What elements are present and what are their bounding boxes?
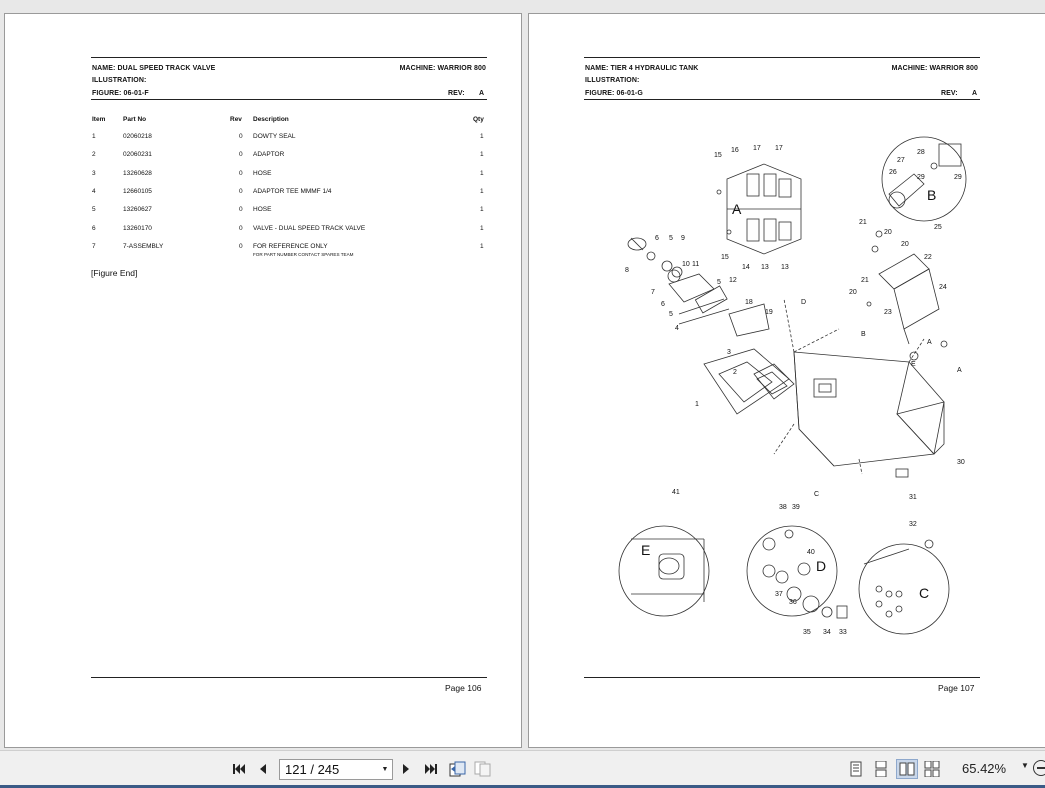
- callout: 8: [625, 267, 629, 274]
- callout: 16: [731, 147, 739, 154]
- callout: 10: [682, 261, 690, 268]
- page-indicator: 121 / 245: [285, 762, 340, 777]
- callout: 13: [781, 264, 789, 271]
- row-qty: 1: [480, 170, 484, 177]
- callout: 20: [849, 289, 857, 296]
- name-field: NAME: TIER 4 HYDRAULIC TANK: [585, 65, 699, 72]
- callout: 14: [742, 264, 750, 271]
- callout: 21: [861, 277, 869, 284]
- callout: 24: [939, 284, 947, 291]
- col-part-no: Part No: [123, 116, 147, 123]
- callout: 5: [669, 235, 673, 242]
- callout: 19: [765, 309, 773, 316]
- zoom-level[interactable]: 65.42%: [962, 761, 1007, 776]
- zoom-dropdown-icon[interactable]: ▼: [1021, 761, 1029, 770]
- figure-field: FIGURE: 06-01-F: [92, 90, 149, 97]
- callout: 34: [823, 629, 831, 636]
- row-qty: 1: [480, 151, 484, 158]
- pipe-assembly: [879, 254, 929, 289]
- footer-rule: [584, 677, 980, 678]
- callout: 40: [807, 549, 815, 556]
- first-page-icon: [232, 762, 246, 776]
- callout: 20: [901, 241, 909, 248]
- row-rev: 0: [239, 151, 243, 158]
- two-page-continuous-view-button[interactable]: [922, 759, 942, 779]
- machine-field: MACHINE: WARRIOR 800: [399, 65, 486, 72]
- detail-letter-d: D: [816, 558, 827, 574]
- header-top-rule: [91, 57, 487, 58]
- callout: 7: [651, 289, 655, 296]
- two-page-icon: [899, 762, 915, 776]
- name-field: NAME: DUAL SPEED TRACK VALVE: [92, 65, 216, 72]
- row-rev: 0: [239, 170, 243, 177]
- two-page-continuous-icon: [924, 761, 940, 777]
- row-part-no: 7-ASSEMBLY: [123, 243, 164, 250]
- callout: 29: [917, 174, 925, 181]
- detail-c-outline: [859, 544, 949, 634]
- page-number: Page 106: [445, 683, 482, 693]
- col-item: Item: [92, 116, 106, 123]
- callout: 5: [669, 311, 673, 318]
- rev-label: REV:: [448, 90, 465, 97]
- detail-letter-e: E: [641, 542, 651, 558]
- col-qty: Qty: [473, 116, 484, 123]
- row-part-no: 13260170: [123, 225, 152, 232]
- callout: 2: [733, 369, 737, 376]
- two-page-view-button[interactable]: [896, 759, 918, 779]
- callout: 5: [717, 279, 721, 286]
- callout: 6: [661, 301, 665, 308]
- callout: 28: [917, 149, 925, 156]
- detail-letter-b: B: [927, 187, 937, 203]
- machine-field: MACHINE: WARRIOR 800: [891, 65, 978, 72]
- row-description: HOSE: [253, 206, 272, 213]
- callout: 21: [859, 219, 867, 226]
- row-qty: 1: [480, 133, 484, 140]
- row-item: 6: [92, 225, 96, 232]
- header-top-rule: [584, 57, 980, 58]
- callout: 30: [957, 459, 965, 466]
- callout: 33: [839, 629, 847, 636]
- callout: 4: [675, 325, 679, 332]
- figure-end: [Figure End]: [91, 268, 138, 278]
- pdf-page-right: [528, 13, 1045, 748]
- callout: 25: [934, 224, 942, 231]
- row-description: DOWTY SEAL: [253, 133, 296, 140]
- row-item: 1: [92, 133, 96, 140]
- callout: 11: [692, 261, 700, 268]
- callout: 26: [889, 169, 897, 176]
- callout: 23: [884, 309, 892, 316]
- chevron-down-icon[interactable]: ▼: [381, 766, 389, 773]
- row-part-no: 02060231: [123, 151, 152, 158]
- callout: 9: [681, 235, 685, 242]
- next-view-button[interactable]: [473, 759, 493, 779]
- illustration-field: ILLUSTRATION:: [585, 77, 640, 84]
- single-page-icon: [850, 761, 862, 777]
- next-page-button[interactable]: [396, 759, 416, 779]
- col-description: Description: [253, 116, 289, 123]
- row-part-no: 13260628: [123, 170, 152, 177]
- row-item: 2: [92, 151, 96, 158]
- detail-letter-c: C: [919, 585, 930, 601]
- callout: 27: [897, 157, 905, 164]
- callout: 3: [727, 349, 731, 356]
- row-item: 7: [92, 243, 96, 250]
- detail-letter: A: [927, 339, 932, 346]
- rev-value: A: [972, 90, 978, 97]
- callout: 37: [775, 591, 783, 598]
- callout: 18: [745, 299, 753, 306]
- row-rev: 0: [239, 243, 243, 250]
- callout: 35: [803, 629, 811, 636]
- row-qty: 1: [480, 206, 484, 213]
- callout: 32: [909, 521, 917, 528]
- pdf-page-left: [4, 13, 522, 748]
- row-rev: 0: [239, 188, 243, 195]
- row-description: VALVE - DUAL SPEED TRACK VALVE: [253, 225, 366, 232]
- callout: 38: [779, 504, 787, 511]
- callout: 41: [672, 489, 680, 496]
- continuous-icon: [875, 761, 887, 777]
- callout: 22: [924, 254, 932, 261]
- row-qty: 1: [480, 225, 484, 232]
- detail-letter-a: A: [732, 201, 742, 217]
- detail-e-outline: [619, 526, 709, 616]
- row-description: ADAPTOR TEE MMMF 1/4: [253, 188, 332, 195]
- first-page-button[interactable]: [229, 759, 249, 779]
- callout: 17: [753, 145, 761, 152]
- continuous-view-button[interactable]: [871, 759, 891, 779]
- next-view-icon: [474, 761, 492, 777]
- previous-page-icon: [257, 762, 269, 776]
- row-item: 4: [92, 188, 96, 195]
- tank-panel: [814, 379, 836, 397]
- page-number: Page 107: [938, 683, 975, 693]
- callout: 15: [721, 254, 729, 261]
- next-page-icon: [400, 762, 412, 776]
- footer-rule: [91, 677, 487, 678]
- row-description: ADAPTOR: [253, 151, 285, 158]
- callout: 12: [729, 277, 737, 284]
- header-bottom-rule: [91, 99, 487, 100]
- previous-view-icon: [449, 761, 467, 777]
- row-item: 5: [92, 206, 96, 213]
- row-part-no: 13260627: [123, 206, 152, 213]
- detail-letter: E: [911, 361, 916, 368]
- callout: 36: [789, 599, 797, 606]
- callout: 15: [714, 152, 722, 159]
- single-page-view-button[interactable]: [846, 759, 866, 779]
- callout: 29: [954, 174, 962, 181]
- previous-page-button[interactable]: [253, 759, 273, 779]
- callout-labels: [625, 145, 965, 636]
- detail-letter: B: [861, 331, 866, 338]
- tank-body: [794, 352, 944, 466]
- row-note: FOR PART NUMBER CONTACT SPARES TEAM: [253, 252, 354, 257]
- cover-plate: [704, 349, 789, 414]
- row-item: 3: [92, 170, 96, 177]
- filter-housing: [669, 274, 714, 302]
- detail-letter: D: [801, 299, 807, 306]
- row-rev: 0: [239, 133, 243, 140]
- page-number-input[interactable]: [279, 759, 393, 780]
- row-description: FOR REFERENCE ONLY: [253, 243, 328, 250]
- rev-label: REV:: [941, 90, 958, 97]
- header-bottom-rule: [584, 99, 980, 100]
- detail-letter: A: [957, 367, 962, 374]
- callout: 13: [761, 264, 769, 271]
- row-part-no: 12660105: [123, 188, 152, 195]
- callout: 31: [909, 494, 917, 501]
- row-rev: 0: [239, 225, 243, 232]
- callout: 20: [884, 229, 892, 236]
- hydraulic-tank-diagram: [579, 124, 1029, 644]
- rev-value: A: [479, 90, 485, 97]
- last-page-icon: [424, 762, 438, 776]
- row-description: HOSE: [253, 170, 272, 177]
- callout: 1: [695, 401, 699, 408]
- zoom-out-icon[interactable]: [1033, 760, 1045, 776]
- row-rev: 0: [239, 206, 243, 213]
- detail-letter: C: [814, 491, 820, 498]
- previous-view-button[interactable]: [448, 759, 468, 779]
- row-part-no: 02060218: [123, 133, 152, 140]
- navigation-toolbar: [0, 750, 1045, 788]
- last-page-button[interactable]: [421, 759, 441, 779]
- callout: 17: [775, 145, 783, 152]
- callout: 6: [655, 235, 659, 242]
- callout: 39: [792, 504, 800, 511]
- illustration-field: ILLUSTRATION:: [92, 77, 147, 84]
- col-rev: Rev: [230, 116, 242, 123]
- row-qty: 1: [480, 188, 484, 195]
- row-qty: 1: [480, 243, 484, 250]
- figure-field: FIGURE: 06-01-G: [585, 90, 643, 97]
